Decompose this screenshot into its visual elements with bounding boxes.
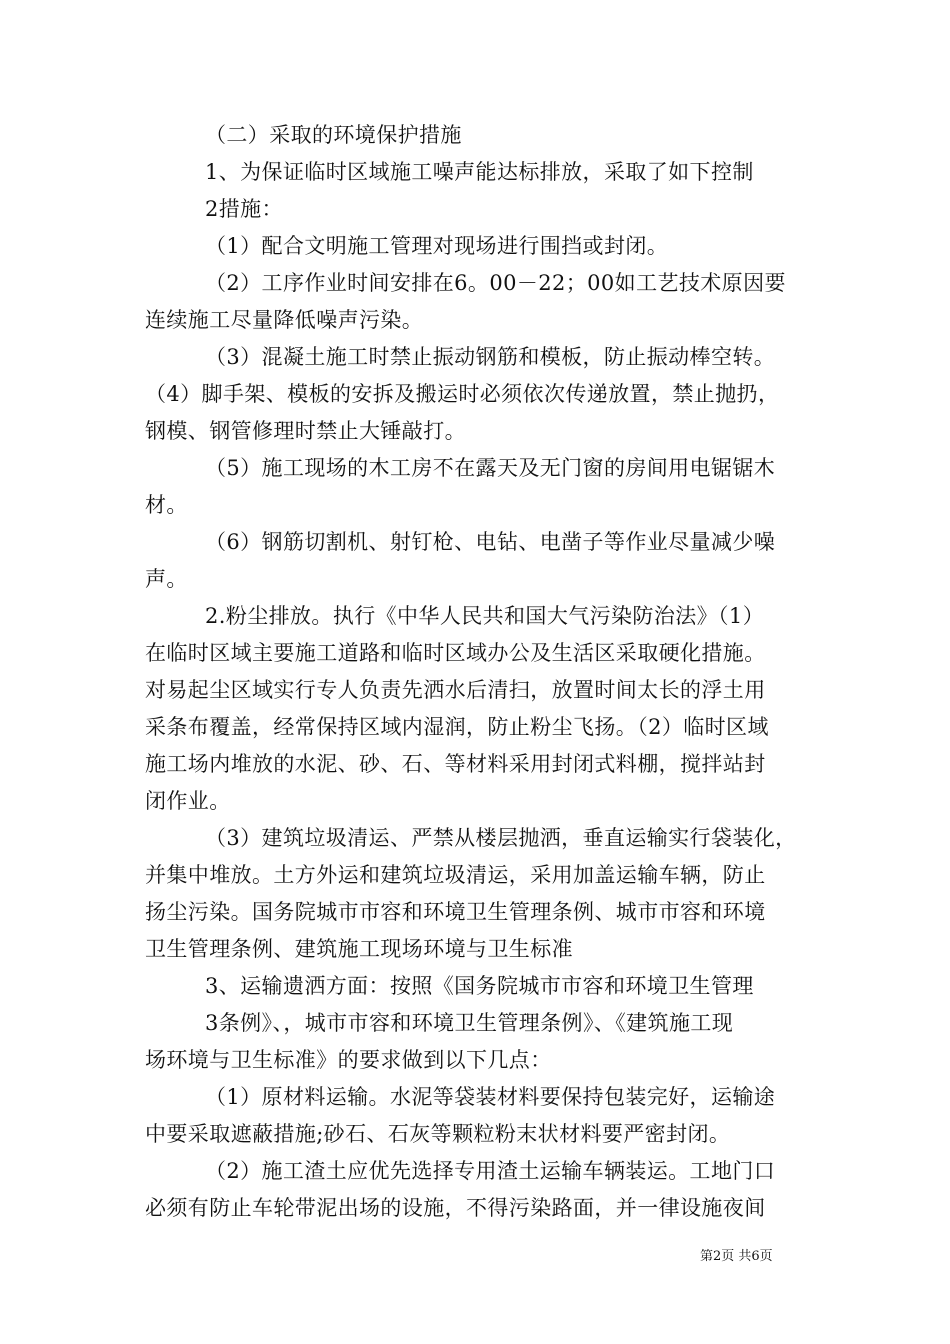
text-line: 1、为保证临时区域施工噪声能达标排放，采取了如下控制 bbox=[205, 160, 754, 184]
section-heading: （二）采取的环境保护措施 bbox=[205, 123, 462, 147]
text-line: （1）原材料运输。水泥等袋装材料要保持包装完好，运输途 bbox=[205, 1085, 776, 1109]
text-line: 对易起尘区域实行专人负责先洒水后清扫，放置时间太长的浮土用 bbox=[145, 678, 766, 702]
text-line: 并集中堆放。土方外运和建筑垃圾清运，采用加盖运输车辆，防止 bbox=[145, 863, 766, 887]
text-line: 闭作业。 bbox=[145, 789, 231, 813]
text-line: 在临时区域主要施工道路和临时区域办公及生活区采取硬化措施。 bbox=[145, 641, 766, 665]
text-line: 2措施： bbox=[205, 197, 283, 221]
text-line: （3）建筑垃圾清运、严禁从楼层抛洒，垂直运输实行袋装化， bbox=[205, 826, 797, 850]
text-line: （3）混凝土施工时禁止振动钢筋和模板，防止振动棒空转。 bbox=[205, 345, 776, 369]
text-line: （1）配合文明施工管理对现场进行围挡或封闭。 bbox=[205, 234, 669, 258]
text-line: （5）施工现场的木工房不在露天及无门窗的房间用电锯锯木 bbox=[205, 456, 776, 480]
text-line: 3条例》、，城市市容和环境卫生管理条例》、《建筑施工现 bbox=[205, 1011, 734, 1035]
text-line: （2）施工渣土应优先选择专用渣土运输车辆装运。工地门口 bbox=[205, 1159, 776, 1183]
text-line: 3、运输遗洒方面：按照《国务院城市市容和环境卫生管理 bbox=[205, 974, 754, 998]
text-line: 场环境与卫生标准》的要求做到以下几点： bbox=[145, 1048, 552, 1072]
text-line: 扬尘污染。国务院城市市容和环境卫生管理条例、城市市容和环境 bbox=[145, 900, 766, 924]
text-line: 钢模、钢管修理时禁止大锤敲打。 bbox=[145, 419, 466, 443]
text-line: 连续施工尽量降低噪声污染。 bbox=[145, 308, 424, 332]
text-line: （2）工序作业时间安排在6。00－22；00如工艺技术原因要 bbox=[205, 271, 786, 295]
text-line: 卫生管理条例、建筑施工现场环境与卫生标准 bbox=[145, 937, 573, 961]
text-line: 必须有防止车轮带泥出场的设施，不得污染路面，并一律设施夜间 bbox=[145, 1196, 766, 1220]
text-line: （6）钢筋切割机、射钉枪、电钻、电凿子等作业尽量减少噪 bbox=[205, 530, 776, 554]
text-line: 材。 bbox=[145, 493, 188, 517]
text-line: 施工场内堆放的水泥、砂、石、等材料采用封闭式料棚，搅拌站封 bbox=[145, 752, 766, 776]
text-line: 声。 bbox=[145, 567, 188, 591]
page-number: 第2页 共6页 bbox=[700, 1249, 773, 1264]
text-line: 采条布覆盖，经常保持区域内湿润，防止粉尘飞扬。（2）临时区域 bbox=[145, 715, 769, 739]
text-line: （4）脚手架、模板的安拆及搬运时必须依次传递放置，禁止抛扔， bbox=[145, 382, 780, 406]
text-line: 2.粉尘排放。执行《中华人民共和国大气污染防治法》（1） bbox=[205, 604, 765, 628]
text-line: 中要采取遮蔽措施;砂石、石灰等颗粒粉末状材料要严密封闭。 bbox=[145, 1122, 731, 1146]
